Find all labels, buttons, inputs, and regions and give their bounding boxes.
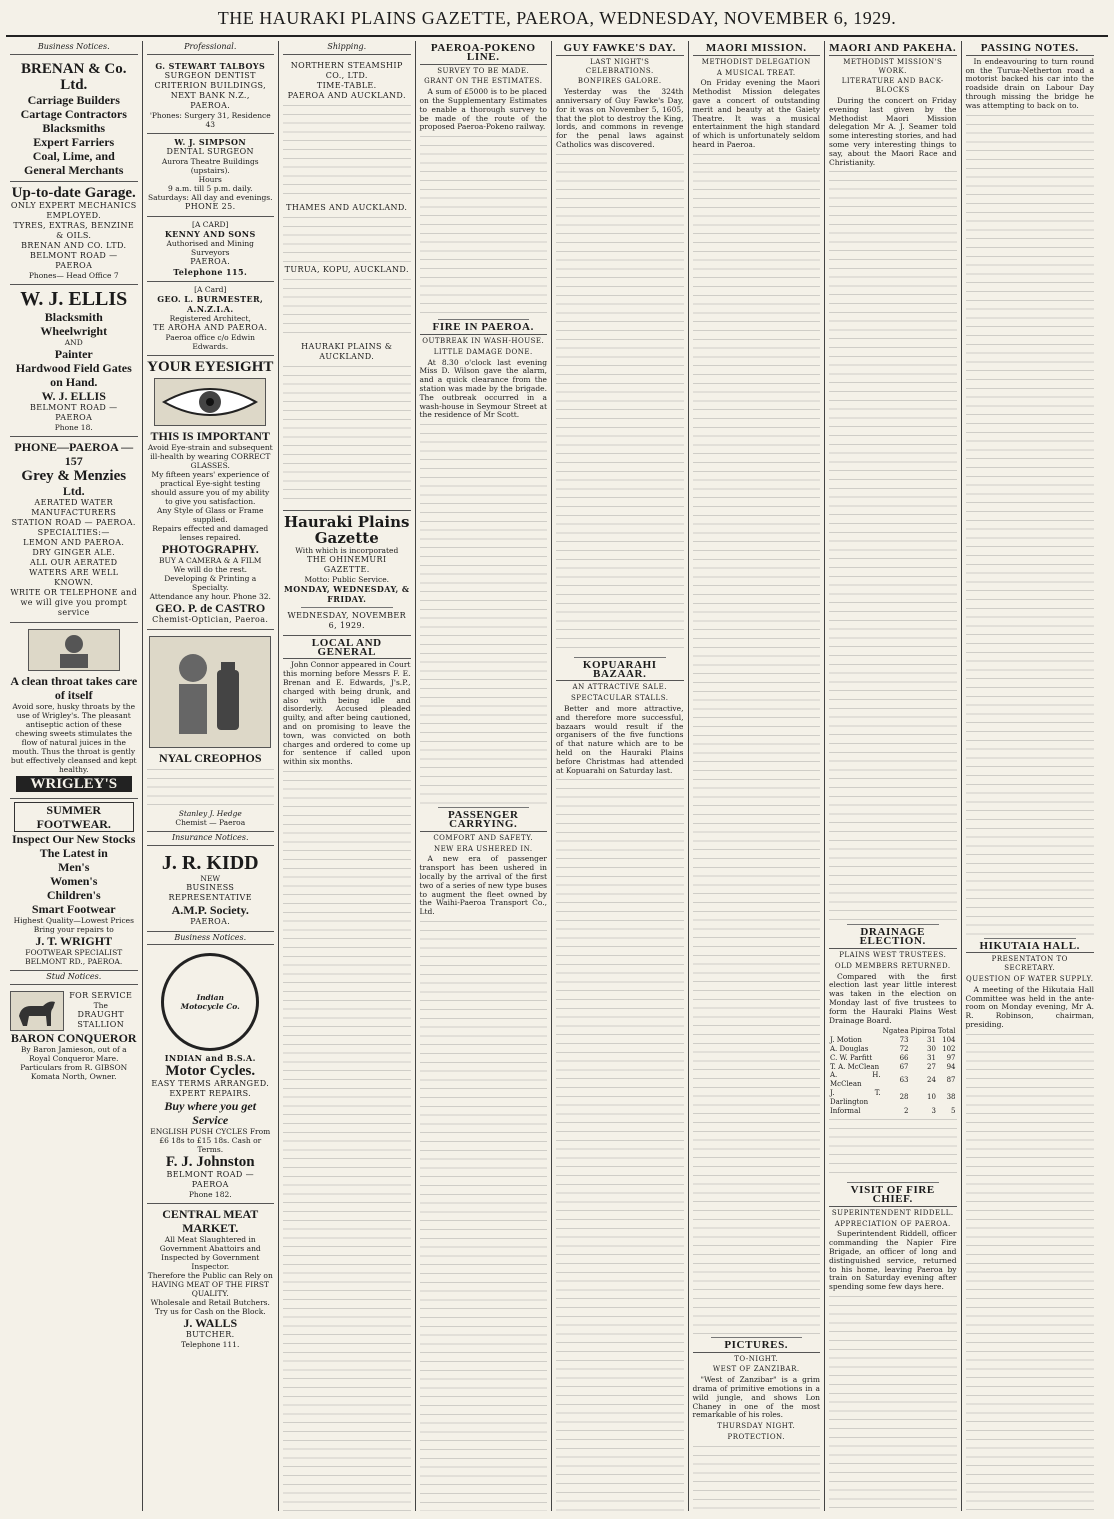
ad-line: Inspect Our New Stocks	[12, 831, 136, 846]
subheading: LAST NIGHT'S CELEBRATIONS.	[585, 57, 654, 75]
ad-line: A.M.P. Society.	[171, 902, 249, 917]
poll-cell: 10	[927, 1093, 936, 1102]
ad-line: STATION ROAD — PAEROA.	[11, 517, 136, 527]
ad-nyal	[147, 630, 275, 832]
article-pokeno	[420, 88, 548, 132]
timetable-text	[283, 217, 411, 262]
ad-line: EXPERT REPAIRS.	[169, 1089, 252, 1099]
indian-logo-icon	[161, 953, 259, 1051]
nyal-illustration-icon	[149, 636, 271, 748]
ad-wrigley-title: A clean throat takes care of itself	[10, 673, 138, 702]
subheading: OUTBREAK IN WASH-HOUSE.	[422, 336, 545, 345]
column-4	[416, 41, 553, 1511]
poll-header: Total	[937, 1027, 956, 1036]
article-paragraph: A new era of passenger transport has been ushered in locally by the arrival of the first two of a series of new type buses to augment the fleet owned by the Waihi-Paeroa Transport Co., Ltd.	[419, 854, 547, 917]
ad-kenny	[147, 217, 275, 282]
ad-ellis-name: W. J. ELLIS	[20, 287, 128, 310]
ad-summer-title: SUMMER FOOTWEAR.	[14, 802, 134, 832]
ad-line: Phone 182.	[188, 1190, 232, 1200]
ad-line: FOOTWEAR SPECIALIST BELMONT RD., PAEROA.	[25, 947, 123, 966]
column-6	[689, 41, 826, 1511]
article-body-text	[420, 424, 548, 804]
ad-line: J. T. WRIGHT	[35, 933, 113, 948]
article-body-text	[829, 1296, 957, 1511]
article-paragraph: John Connor appeared in Court this morning before Messrs F. E. Brenan and E. Edwards, J's.P., charged with being drunk, and also with being idle and disorderly. Accused pleaded guilty, and after being cautioned, and on promising to leave the town, was convicted on both charges and ordered to come up for sentence if called upon within six months.	[283, 660, 411, 767]
ad-line: Stanley J. Hedge	[178, 808, 242, 818]
section-business-2: Business Notices.	[147, 932, 275, 946]
heading-passing-notes: PASSING NOTES.	[966, 44, 1095, 56]
ad-line: Smart Footwear	[31, 901, 116, 916]
column-5	[552, 41, 689, 1511]
ad-line: General Merchants	[24, 162, 124, 177]
heading-visit-of-fire-chief: VISIT OF FIRE CHIEF.	[829, 1186, 957, 1207]
article-maori-pakeha	[829, 97, 957, 167]
ad-line: BUSINESS REPRESENTATIVE	[168, 882, 252, 902]
ad-line: We will do the rest.	[173, 564, 248, 574]
article-paragraph: A meeting of the Hikutaia Hall Committee was held in the ante-room on Monday evening, Mr A. R. Robinson, chairman, presiding.	[965, 984, 1094, 1029]
column-3	[279, 41, 416, 1511]
article-paragraph: Yesterday was the 324th anniversary of Guy Fawke's Day, for it was on November 5, 1605, that the plot to destroy the King, lords, and commons in revenge for the penal laws against Catholics was discovered.	[556, 87, 684, 149]
ad-line: W. J. ELLIS	[41, 388, 106, 403]
article-body-text	[829, 1119, 957, 1179]
ad-line: NORTHERN STEAMSHIP CO., LTD.	[290, 60, 403, 80]
ad-line: 9 a.m. till 5 p.m. daily.	[168, 183, 253, 193]
article-local	[283, 661, 411, 767]
poll-header-row	[829, 1027, 957, 1036]
ad-brenan-name: BRENAN & Co. Ltd.	[21, 60, 127, 93]
article-bazaar	[556, 705, 684, 775]
ad-line: WRITE OR TELEPHONE and we will give you prompt service	[10, 587, 138, 617]
poll-cell: 87	[946, 1075, 956, 1084]
poll-cell: 24	[927, 1075, 936, 1084]
poll-cell: C. W. Parfitt	[830, 1053, 873, 1062]
article-body-text	[420, 921, 548, 1511]
heading-guy-fawkes: GUY FAWKE'S DAY.	[556, 44, 684, 56]
article-maori-mission	[693, 79, 821, 149]
ad-line: Any Style of Glass or Frame supplied.	[157, 505, 264, 524]
ad-line: Chemist — Paeroa	[175, 817, 246, 827]
ad-line: Ltd.	[62, 483, 85, 498]
ad-line: Expert Farriers	[33, 134, 115, 149]
subheading: TO-NIGHT.	[734, 1354, 779, 1363]
stud-row	[10, 991, 138, 1031]
ad-line: Phones— Head Office 7	[28, 270, 119, 280]
ad-line: PAEROA AND AUCKLAND.	[287, 90, 406, 100]
ad-johnston	[147, 948, 275, 1204]
ad-garage-title: Up-to-date Garage.	[11, 184, 136, 201]
article-body-text	[420, 136, 548, 316]
ad-line: BELMONT ROAD — PAEROA	[166, 1170, 255, 1190]
ad-line: PAEROA.	[190, 256, 231, 266]
poll-cell: 102	[942, 1044, 956, 1053]
column-1	[6, 41, 143, 1511]
article-paragraph: Superintendent Riddell, officer commanding the Napier Fire Brigade, an officer of long and distinguished service, returned to his home, leaving Paeroa by train on Saturday evening after spending some few days here.	[829, 1229, 957, 1292]
ad-line: BUY A CAMERA & A FILM	[159, 555, 262, 565]
subheading: BONFIRES GALORE.	[577, 77, 662, 86]
article-paragraph: Better and more attractive, and therefore more successful, bazaars would result if the organisers of the five functions of that nature which are to be held on the Hauraki Plains before Christmas had attended at Kopuarahi on Saturday last.	[556, 703, 684, 775]
ad-line: With which is incorporated	[295, 545, 399, 555]
ad-line: Motto: Public Service.	[304, 574, 390, 584]
article-fire-chief	[829, 1230, 957, 1292]
ad-line: MANUFACTURERS	[31, 507, 117, 517]
subheading: METHODIST DELEGATION	[701, 57, 811, 66]
stud-text	[64, 991, 138, 1031]
section-stud: Stud Notices.	[10, 971, 138, 985]
ad-line: Women's	[50, 873, 98, 888]
poll-cell: J. T. Darlington	[830, 1088, 881, 1106]
ad-line: Children's	[46, 887, 101, 902]
subheading: LITERATURE AND BACK-BLOCKS	[841, 77, 944, 95]
columns	[6, 41, 1108, 1511]
ad-line: Particulars from R. GIBSON Komata North, Owner.	[20, 1062, 128, 1081]
ad-line: STALLION	[77, 1019, 125, 1029]
poll-cell: 97	[946, 1053, 956, 1062]
ad-line: All Meat Slaughtered in Government Abattoirs and Inspected by Government Inspector.	[159, 1235, 261, 1272]
column-7	[825, 41, 962, 1511]
ad-line: 'Phones: Surgery 31, Residence 43	[149, 110, 271, 129]
ad-line: BELMONT ROAD — PAEROA	[29, 402, 118, 422]
heading-passenger-carrying: PASSENGER CARRYING.	[420, 811, 548, 832]
poll-cell: Informal	[830, 1106, 861, 1115]
poll-header	[829, 1027, 882, 1036]
ad-line: Telephone 115.	[173, 266, 248, 277]
ad-line: Painter	[54, 346, 93, 361]
ad-talboys	[147, 58, 275, 134]
gazette-masthead	[283, 511, 411, 636]
article-passing-notes	[966, 58, 1095, 111]
ad-line: ENGLISH PUSH CYCLES From £6 18s to £15 18s. Cash or Terms.	[150, 1127, 271, 1155]
ad-line: PHOTOGRAPHY.	[161, 541, 259, 556]
ad-line: PHONE 25.	[184, 201, 236, 211]
subheading: APPRECIATION OF PAEROA.	[834, 1219, 951, 1228]
ad-line: Avoid Eye-strain and subsequent ill-health by wearing CORRECT GLASSES.	[147, 442, 273, 470]
article-fire	[420, 359, 548, 421]
horse-icon	[10, 991, 64, 1031]
subheading: A MUSICAL TREAT.	[716, 68, 796, 77]
eye-icon	[154, 378, 266, 426]
ad-line: THAMES AND AUCKLAND.	[286, 202, 408, 212]
poll-cell: 63	[899, 1075, 909, 1084]
ad-line: TIME-TABLE.	[316, 80, 377, 90]
ad-line: EASY TERMS ARRANGED.	[151, 1079, 270, 1089]
ad-line: AND	[64, 337, 83, 347]
article-body-text	[693, 1446, 821, 1511]
ad-line: DRAUGHT	[77, 1009, 124, 1019]
article-passenger	[420, 855, 548, 917]
heading-hikutaia-hall: HIKUTAIA HALL.	[966, 942, 1095, 954]
section-professional: Professional.	[147, 41, 275, 55]
poll-cell: 30	[927, 1044, 936, 1053]
ad-line: Saturdays: All day and evenings.	[148, 192, 273, 202]
article-paragraph: Compared with the first election last year little interest was taken in the election on Monday last of five trustees to form the Hauraki Plains West Drainage Board.	[829, 971, 957, 1025]
subheading: THURSDAY NIGHT.	[717, 1422, 796, 1431]
shipping-northern	[283, 58, 411, 511]
ad-line: Cartage Contractors	[20, 106, 127, 121]
subheading: GRANT ON THE ESTIMATES.	[424, 77, 543, 86]
ad-line: MONDAY, WEDNESDAY, & FRIDAY.	[283, 583, 410, 604]
ad-eyesight	[147, 356, 275, 630]
ad-line: LEMON AND PAEROA.	[23, 537, 125, 547]
article-body-text	[966, 1034, 1095, 1511]
masthead: THE HAURAKI PLAINS GAZETTE, PAEROA, WEDNESDAY, NOVEMBER 6, 1929.	[6, 6, 1108, 37]
article-paragraph: "West of Zanzibar" is a grim drama of primitive emotions in a wild jungle, and shows Lon Chaney in one of the most remarkable of his roles.	[692, 1375, 820, 1420]
subheading: SPECTACULAR STALLS.	[571, 694, 669, 703]
ad-line: HAURAKI PLAINS & AUCKLAND.	[301, 341, 393, 361]
ad-meat-title: CENTRAL MEAT MARKET.	[162, 1207, 259, 1236]
ad-line: PAEROA.	[190, 916, 231, 926]
heading-pictures: PICTURES.	[693, 1341, 821, 1353]
poll-cell: 72	[899, 1044, 909, 1053]
heading-local-and-general: LOCAL AND GENERAL	[283, 639, 411, 660]
timetable-text	[283, 366, 411, 506]
poll-cell: T. A. McClean	[830, 1062, 880, 1071]
poll-row	[829, 1054, 957, 1063]
article-paragraph: During the concert on Friday evening last given by the Methodist Maori Mission delegation Mr A. J. Seamer told some interesting stories, and had some very interesting things to say, about the Maori Race and Christianity.	[829, 95, 957, 167]
ad-wrigley-text: Avoid sore, husky throats by the use of Wrigley's. The pleasant antiseptic action of these chewing sweets stimulates the flow of natural juices in the mouth. Thus the throat is gently but effectively cleansed and kept healthy.	[10, 701, 137, 774]
ad-line: PAEROA.	[190, 100, 231, 110]
wrigley-logo: WRIGLEY'S	[16, 776, 132, 792]
ad-line: KENNY AND SONS	[164, 228, 256, 239]
ad-line: DENTAL SURGEON	[166, 146, 254, 156]
subheading: PLAINS WEST TRUSTEES.	[839, 950, 947, 959]
ad-line: G. STEWART TALBOYS	[155, 60, 266, 71]
subheading: QUESTION OF WATER SUPPLY.	[966, 974, 1094, 983]
poll-row	[829, 1045, 957, 1054]
ad-line: The	[93, 1000, 108, 1010]
man-portrait-icon	[28, 629, 120, 671]
timetable-text	[283, 279, 411, 339]
ad-line: PHONE—PAEROA —157	[14, 439, 134, 468]
ad-grey-menzies	[10, 437, 138, 623]
article-pictures	[693, 1376, 821, 1420]
poll-cell: A. Douglas	[830, 1044, 869, 1053]
poll-cell: 73	[899, 1036, 909, 1045]
ad-line: GEO. P. de CASTRO	[155, 600, 266, 615]
subheading: NEW ERA USHERED IN.	[433, 844, 533, 853]
ad-kidd	[147, 849, 275, 932]
subheading: WEST OF ZANZIBAR.	[712, 1365, 800, 1374]
ad-wrigley	[10, 623, 138, 799]
ad-line: Motor Cycles.	[165, 1063, 256, 1080]
article-body-text	[966, 115, 1095, 935]
ad-line: GEO. L. BURMESTER, A.N.Z.I.A.	[157, 293, 264, 314]
ad-line: FOR SERVICE	[69, 990, 133, 1000]
poll-row	[829, 1071, 957, 1089]
ad-line: Wheelwright	[40, 323, 108, 338]
subheading: PRESENTATON TO SECRETARY.	[991, 955, 1068, 973]
ad-line: W. J. SIMPSON	[174, 136, 247, 147]
subheading: SUPERINTENDENT RIDDELL.	[831, 1208, 954, 1217]
ad-meat-market	[147, 1204, 275, 1353]
column-8	[962, 41, 1099, 1511]
ad-line: Hardwood Field Gates on Hand.	[15, 360, 132, 389]
poll-row	[829, 1107, 957, 1116]
gazette-date: WEDNESDAY, NOVEMBER 6, 1929.	[287, 610, 407, 630]
ad-baron-conqueror	[10, 988, 138, 1085]
poll-cell: 66	[899, 1053, 909, 1062]
ad-line: Repairs effected and damaged lenses repaired.	[152, 523, 269, 542]
poll-cell: 3	[931, 1106, 936, 1115]
ad-line: Bring your repairs to	[33, 924, 114, 934]
poll-cell: 31	[927, 1053, 936, 1062]
subheading: AN ATTRACTIVE SALE.	[572, 683, 667, 692]
ad-eyesight-title: YOUR EYESIGHT	[147, 358, 274, 375]
ad-line: Developing & Printing a Specialty.	[164, 573, 257, 592]
ad-line: BRENAN AND CO. LTD.	[21, 240, 127, 250]
heading-maori-mission: MAORI MISSION.	[693, 44, 821, 56]
heading-drainage-election: DRAINAGE ELECTION.	[829, 928, 957, 949]
ad-line: TURUA, KOPU, AUCKLAND.	[284, 264, 409, 274]
subheading: PROTECTION.	[727, 1432, 785, 1441]
article-body-text	[556, 154, 684, 654]
poll-row	[829, 1063, 957, 1072]
ad-line: Carriage Builders	[27, 92, 120, 107]
subheading: COMFORT AND SAFETY.	[433, 833, 534, 842]
article-paragraph: At 8.30 o'clock last evening Miss D. Wilson gave the alarm, and a quick clearance from the station was made by the brigade. The outbreak occurred in a wash-house in Seymour Street at the residence of Mr Scott.	[419, 357, 547, 420]
poll-row	[829, 1036, 957, 1045]
ad-line: THE OHINEMURI GAZETTE.	[306, 554, 387, 574]
article-paragraph: A sum of £5000 is to be placed on the Supplementary Estimates to enable a thorough survey to be made of the route of the proposed Paeroa-Pokeno railway.	[419, 87, 547, 132]
ad-line: THIS IS IMPORTANT	[150, 428, 270, 443]
ad-line: AERATED WATER	[34, 497, 114, 507]
heading-fire-in-paeroa: FIRE IN PAEROA.	[420, 323, 548, 335]
article-paragraph: On Friday evening the Maori Methodist Mission delegates gave a concert of outstanding merit and beauty at the Gaiety Theatre. It was a musical entertainment the high standard of which is unfortunately seldom heard in Paeroa.	[692, 78, 820, 149]
article-hikutaia	[966, 986, 1095, 1030]
ad-brenan	[10, 58, 138, 182]
ad-line: Buy where you get Service	[164, 1099, 257, 1128]
ad-line: BUTCHER.	[185, 1330, 235, 1340]
poll-cell: 104	[942, 1036, 956, 1045]
section-business: Business Notices.	[10, 41, 138, 55]
column-2	[143, 41, 280, 1511]
ad-line: [A Card]	[194, 284, 227, 294]
ad-line: TYRES, EXTRAS, BENZINE & OILS.	[13, 220, 135, 240]
poll-cell: 5	[951, 1106, 956, 1115]
ad-line: [A CARD]	[192, 219, 229, 229]
article-body-text	[693, 154, 821, 1334]
ad-line: Wholesale and Retail Butchers. Try us for Cash on the Block.	[150, 1298, 270, 1317]
nyal-body-text	[147, 769, 275, 809]
ad-line: Coal, Lime, and	[32, 148, 115, 163]
article-body-text	[283, 771, 411, 1511]
subheading: SURVEY TO BE MADE.	[437, 66, 530, 75]
poll-row	[829, 1089, 957, 1107]
ad-line: Paeroa office c/o Edwin Edwards.	[165, 332, 255, 351]
poll-cell: 31	[927, 1036, 936, 1045]
ad-line: Therefore the Public can Rely on HAVING MEAT OF THE FIRST QUALITY.	[147, 1271, 273, 1299]
heading-kopuarahi-bazaar: KOPUARAHI BAZAAR.	[556, 661, 684, 682]
section-insurance: Insurance Notices.	[147, 832, 275, 846]
ad-line: Phone 18.	[54, 422, 93, 432]
article-guy-fawkes	[556, 88, 684, 150]
ad-line: NEW	[200, 873, 221, 883]
poll-cell: 27	[927, 1062, 936, 1071]
ad-line: Aurora Theatre Buildings (upstairs).	[161, 156, 259, 175]
article-drainage	[829, 973, 957, 1026]
ad-line: By Baron Jamieson, out of a Royal Conqueror Mare.	[20, 1044, 127, 1063]
ad-line: Blacksmith	[44, 309, 103, 324]
poll-header: Ngatea	[882, 1027, 909, 1036]
ad-grey-name: Grey & Menzies	[21, 467, 127, 484]
ad-line: ONLY EXPERT MECHANICS EMPLOYED.	[10, 200, 137, 220]
indian-logo-text: Indian Motocycle Co.	[180, 993, 240, 1012]
ad-line: DRY GINGER ALE.	[32, 547, 116, 557]
ad-line: Chemist-Optician, Paeroa.	[152, 614, 269, 624]
section-shipping: Shipping.	[283, 41, 411, 55]
poll-table	[829, 1027, 957, 1115]
ad-garage	[10, 182, 138, 285]
ad-burmester	[147, 282, 275, 356]
ad-simpson	[147, 134, 275, 217]
ad-summer-footwear	[10, 799, 138, 971]
ad-kidd-name: J. R. KIDD	[161, 851, 259, 874]
ad-line: SPECIALTIES:—	[37, 527, 110, 537]
poll-cell: 28	[899, 1093, 909, 1102]
subheading: METHODIST MISSION'S WORK.	[843, 57, 943, 75]
article-body-text	[829, 171, 957, 921]
ad-line: INDIAN and B.S.A.	[164, 1053, 256, 1064]
timetable-text	[283, 105, 411, 200]
ad-line: CRITERION BUILDINGS,	[154, 80, 267, 90]
ad-nyal-title: NYAL CREOPHOS	[158, 750, 262, 765]
article-paragraph: In endeavouring to turn round on the Turua-Netherton road a motorist backed his car into the roadside drain on Labour Day through missing the bridge he was attempting to back on to.	[965, 56, 1094, 110]
ad-line: BARON CONQUEROR	[10, 1030, 137, 1045]
article-body-text	[556, 779, 684, 1511]
poll-cell: J. Motion	[830, 1036, 862, 1045]
ad-line: Men's	[58, 859, 90, 874]
poll-cell: 2	[904, 1106, 909, 1115]
ad-line: BELMONT ROAD — PAEROA	[29, 250, 118, 270]
gazette-title: Hauraki Plains Gazette	[284, 512, 410, 547]
subheading: OLD MEMBERS RETURNED.	[834, 961, 951, 970]
ad-line: The Latest in	[39, 845, 108, 860]
ad-line: Telephone 111.	[181, 1340, 240, 1350]
ad-line: J. WALLS	[183, 1316, 238, 1331]
poll-cell: 94	[946, 1062, 956, 1071]
ad-line: Registered Architect,	[169, 313, 251, 323]
poll-cell: 38	[946, 1093, 956, 1102]
heading-paeroa-pokeno: PAEROA-POKENO LINE.	[420, 44, 548, 65]
ad-ellis	[10, 285, 138, 437]
ad-line: TE AROHA AND PAEROA.	[153, 322, 268, 332]
heading-maori-and-pakeha: MAORI AND PAKEHA.	[829, 42, 957, 54]
poll-header: Pipiroa	[910, 1027, 936, 1036]
ad-line: SURGEON DENTIST	[164, 70, 256, 80]
ad-line: Authorised and Mining Surveyors	[166, 238, 254, 257]
subheading: LITTLE DAMAGE DONE.	[433, 347, 533, 356]
ad-line: Blacksmiths	[42, 120, 106, 135]
ad-line: My fifteen years' experience of practical Eye-sight testing should assure you of my ability to give you satisfaction.	[151, 469, 270, 506]
ad-line: ALL OUR AERATED WATERS ARE WELL KNOWN.	[29, 557, 119, 587]
ad-line: NEXT BANK N.Z.,	[170, 90, 250, 100]
poll-cell: A. H. McClean	[830, 1071, 881, 1089]
ad-line: Highest Quality—Lowest Prices	[13, 915, 134, 925]
ad-line: Hours	[198, 174, 222, 184]
ad-line: F. J. Johnston	[165, 1154, 255, 1171]
poll-cell: 67	[899, 1062, 909, 1071]
ad-line: Attendance any hour. Phone 32.	[149, 591, 271, 601]
